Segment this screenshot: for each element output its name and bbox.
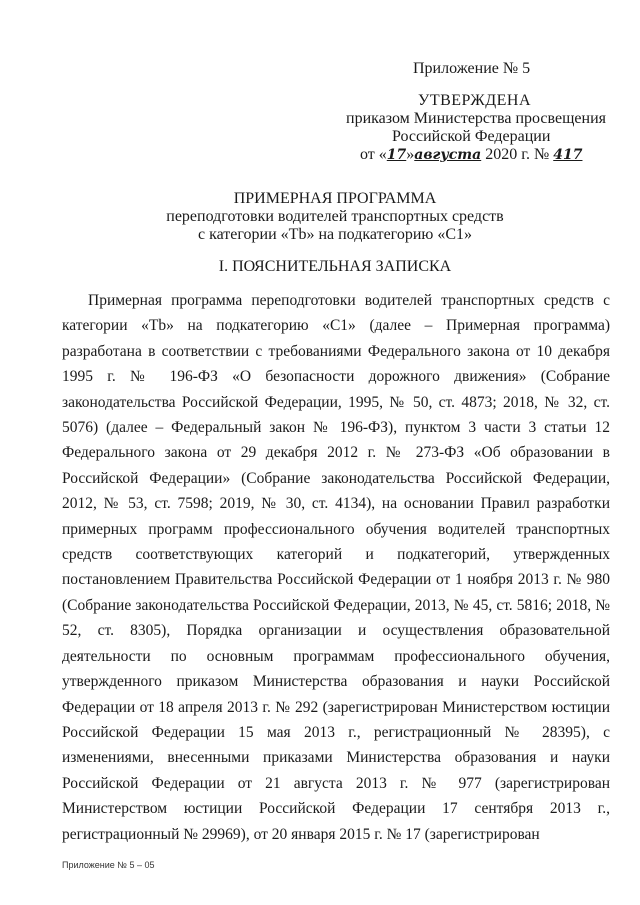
approval-date-line xyxy=(360,146,582,164)
explanatory-paragraph: Примерная программа переподготовки водителей транспортных средств с категории «Tb» на подкатегорию «С1» (далее – Примерная программа) разработана в соответствии с требованиями Федерального закона от 10 декабря 1995 г. № 196-ФЗ «О безопасности дорожного движения» (Собрание законодательства Российской Федерации, 1995, № 50, ст. 4873; 2018, № 32, ст. 5076) (далее – Федеральный закон № 196-ФЗ), пунктом 3 части 3 статьи 12 Федерального закона от 29 декабря 2012 г. № 273-ФЗ «Об образовании в Российской Федерации» (Собрание законодательства Российской Федерации, 2012, № 53, ст. 7598; 2019, № 30, ст. 4134), на основании Правил разработки примерных программ профессионального обучения водителей транспортных средств соответствующих категорий и подкатегорий, утвержденных постановлением Правительства Российской Федерации от 1 ноября 2013 г. № 980 (Собрание законодательства Российской Федерации, 2013, № 45, ст. 5816; 2018, № 52, ст. 8305), Порядка организации и осуществления образовательной деятельности по основным программам профессионального обучения, утвержденного приказом Министерства образования и науки Российской Федерации от 18 апреля 2013 г. № 292 (зарегистрирован Министерством юстиции Российской Федерации 15 мая 2013 г., регистрационный № 28395), с изменениями, внесенными приказами Министерства образования и науки Российской Федерации от 21 августа 2013 г. № 977 (зарегистрирован Министерством юстиции Российской Федерации 17 сентября 2013 г., регистрационный № 29969), от 20 января 2015 г. № 17 (зарегистрирован xyxy=(62,292,610,843)
date-year: 2020 г. № xyxy=(485,146,550,163)
program-subtitle-line2: с категории «Tb» на подкатегорию «С1» xyxy=(197,226,473,243)
date-month-handwritten: августа xyxy=(414,147,482,163)
date-mid: » xyxy=(406,146,415,163)
approved-by-line: приказом Министерства просвещения xyxy=(346,110,606,127)
page-footer: Приложение № 5 – 05 xyxy=(62,860,155,870)
approved-country-line: Российской Федерации xyxy=(392,128,551,145)
date-prefix: от « xyxy=(360,146,387,163)
appendix-label: Приложение № 5 xyxy=(413,60,531,77)
order-number-handwritten: 417 xyxy=(553,147,583,163)
program-title: ПРИМЕРНАЯ ПРОГРАММА xyxy=(233,190,437,207)
date-day-handwritten: 17 xyxy=(386,147,407,163)
approved-label: УТВЕРЖДЕНА xyxy=(418,92,532,109)
section-heading: I. ПОЯСНИТЕЛЬНАЯ ЗАПИСКА xyxy=(218,258,452,275)
program-subtitle-line1: переподготовки водителей транспортных средств xyxy=(166,208,504,225)
